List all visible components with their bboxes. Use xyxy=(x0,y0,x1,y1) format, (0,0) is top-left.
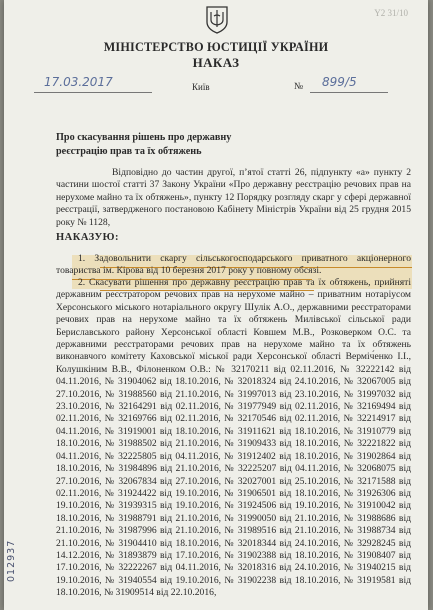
order-item-2: 2. Скасувати рішення про державну реєстрацію прав та їх обтяжень, прийняті державним реєстратором речових прав на нерухоме майно – приватним нотаріусом Херсонського міського нотаріального округу Шулік А.О., державними реєстраторами речових прав на нерухоме майно та їх обтяжень Милівської сільської ради Бериславського району Херсонської області Ковшем М.В., Розковерком О.С. та державними реєстраторами речових прав на нерухоме майно та їх обтяжень виконавчого комітету Каховської міської ради Херсонської області Верміч́енко І.І., Колушкіним В.В., Філоненком О.В.: № 32170211 від 02.11.2016, № 32222142 від 04.11.2016, № 31904062 від 18.10.2016, № 32018324 від 24.10.2016, № 32067005 від 27.10.2016, № 31988560 від 21.10.2016, № 31997013 від 23.10.2016, № 31997032 від 23.10.2016, № 32164291 від 02.11.2016, № 31977949 від 02.11.2016, № 32169494 від 02.11.2016, № 32169766 від 02.11.2016, № 32170546 від 02.11.2016, № 32214917 від 04.11.2016, № 31919001 від 18.10.2016, № 31911621 від 18.10.2016, № 31910779 від 18.10.2016, № 31988502 від 21.10.2016, № 31909433 від 18.10.2016, № 32221822 від 04.11.2016, № 32225805 від 04.11.2016, № 31912402 від 18.10.2016, № 31902864 від 18.10.2016, № 31984896 від 21.10.2016, № 32225207 від 04.11.2016, № 32068075 від 27.10.2016, № 32067834 від 27.10.2016, № 32027001 від 25.10.2016, № 32171588 від 02.11.2016, № 31924422 від 19.10.2016, № 31906501 від 18.10.2016, № 31926306 від 19.10.2016, № 31939315 від 19.10.2016, № 31924506 від 19.10.2016, № 31910042 від 18.10.2016, № 31988791 від 21.10.2016, № 31990050 від 21.10.2016, № 31988686 від 21.10.2016, № 31987996 від 21.10.2016, № 31989516 від 21.10.2016, № 31988734 від 21.10.2016, № 31904410 від 18.10.2016, № 32018344 від 24.10.2016, № 32928245 від 14.12.2016, № 31893879 від 17.10.2016, № 31902388 від 18.10.2016, № 31908407 від 17.10.2016, № 32222267 від 04.11.2016, № 32018316 від 24.10.2016, № 31940215 від 19.10.2016, № 31940554 від 19.10.2016, № 31902238 від 18.10.2016, № 31919581 від 18.10.2016, № 31909514 від 22.10.2016, xyxy=(56,277,411,599)
trident-emblem-icon xyxy=(205,4,229,34)
number-underline xyxy=(310,92,388,93)
number-sign: № xyxy=(294,82,304,92)
handwritten-number: 899/5 xyxy=(322,75,357,89)
corner-mark: Y2 31/10 xyxy=(374,8,408,18)
date-underline xyxy=(34,92,152,93)
handwritten-date: 17.03.2017 xyxy=(44,75,113,89)
document-page xyxy=(4,0,428,610)
document-type: НАКАЗ xyxy=(192,55,240,70)
side-stamp-number: 012937 xyxy=(6,539,17,582)
ministry-title: МІНІСТЕРСТВО ЮСТИЦІЇ УКРАЇНИ xyxy=(103,40,329,54)
order-item-1: 1. Задовольнити скаргу сільськогосподарського приватного акціонерного товариства ім. Кірова від 10 березня 2017 року у повному обсязі. xyxy=(56,253,411,277)
document-subject: Про скасування рішень про державну реєстрацію прав та їх обтяжень xyxy=(56,132,232,157)
preamble-paragraph: Відповідно до частин другої, п’ятої статті 26, підпункту «а» пункту 2 частини шостої статті 37 Закону України «Про державну реєстрацію речових прав на нерухоме майно та їх обтяжень», пункту 12 Порядку розгляду скарг у сфері державної реєстрації, затвердженого постановою Кабінету Міністрів України від 25 грудня 2015 року № 1128, xyxy=(56,167,411,228)
orders-heading: НАКАЗУЮ: xyxy=(56,232,119,243)
place-label: Київ xyxy=(192,82,210,92)
